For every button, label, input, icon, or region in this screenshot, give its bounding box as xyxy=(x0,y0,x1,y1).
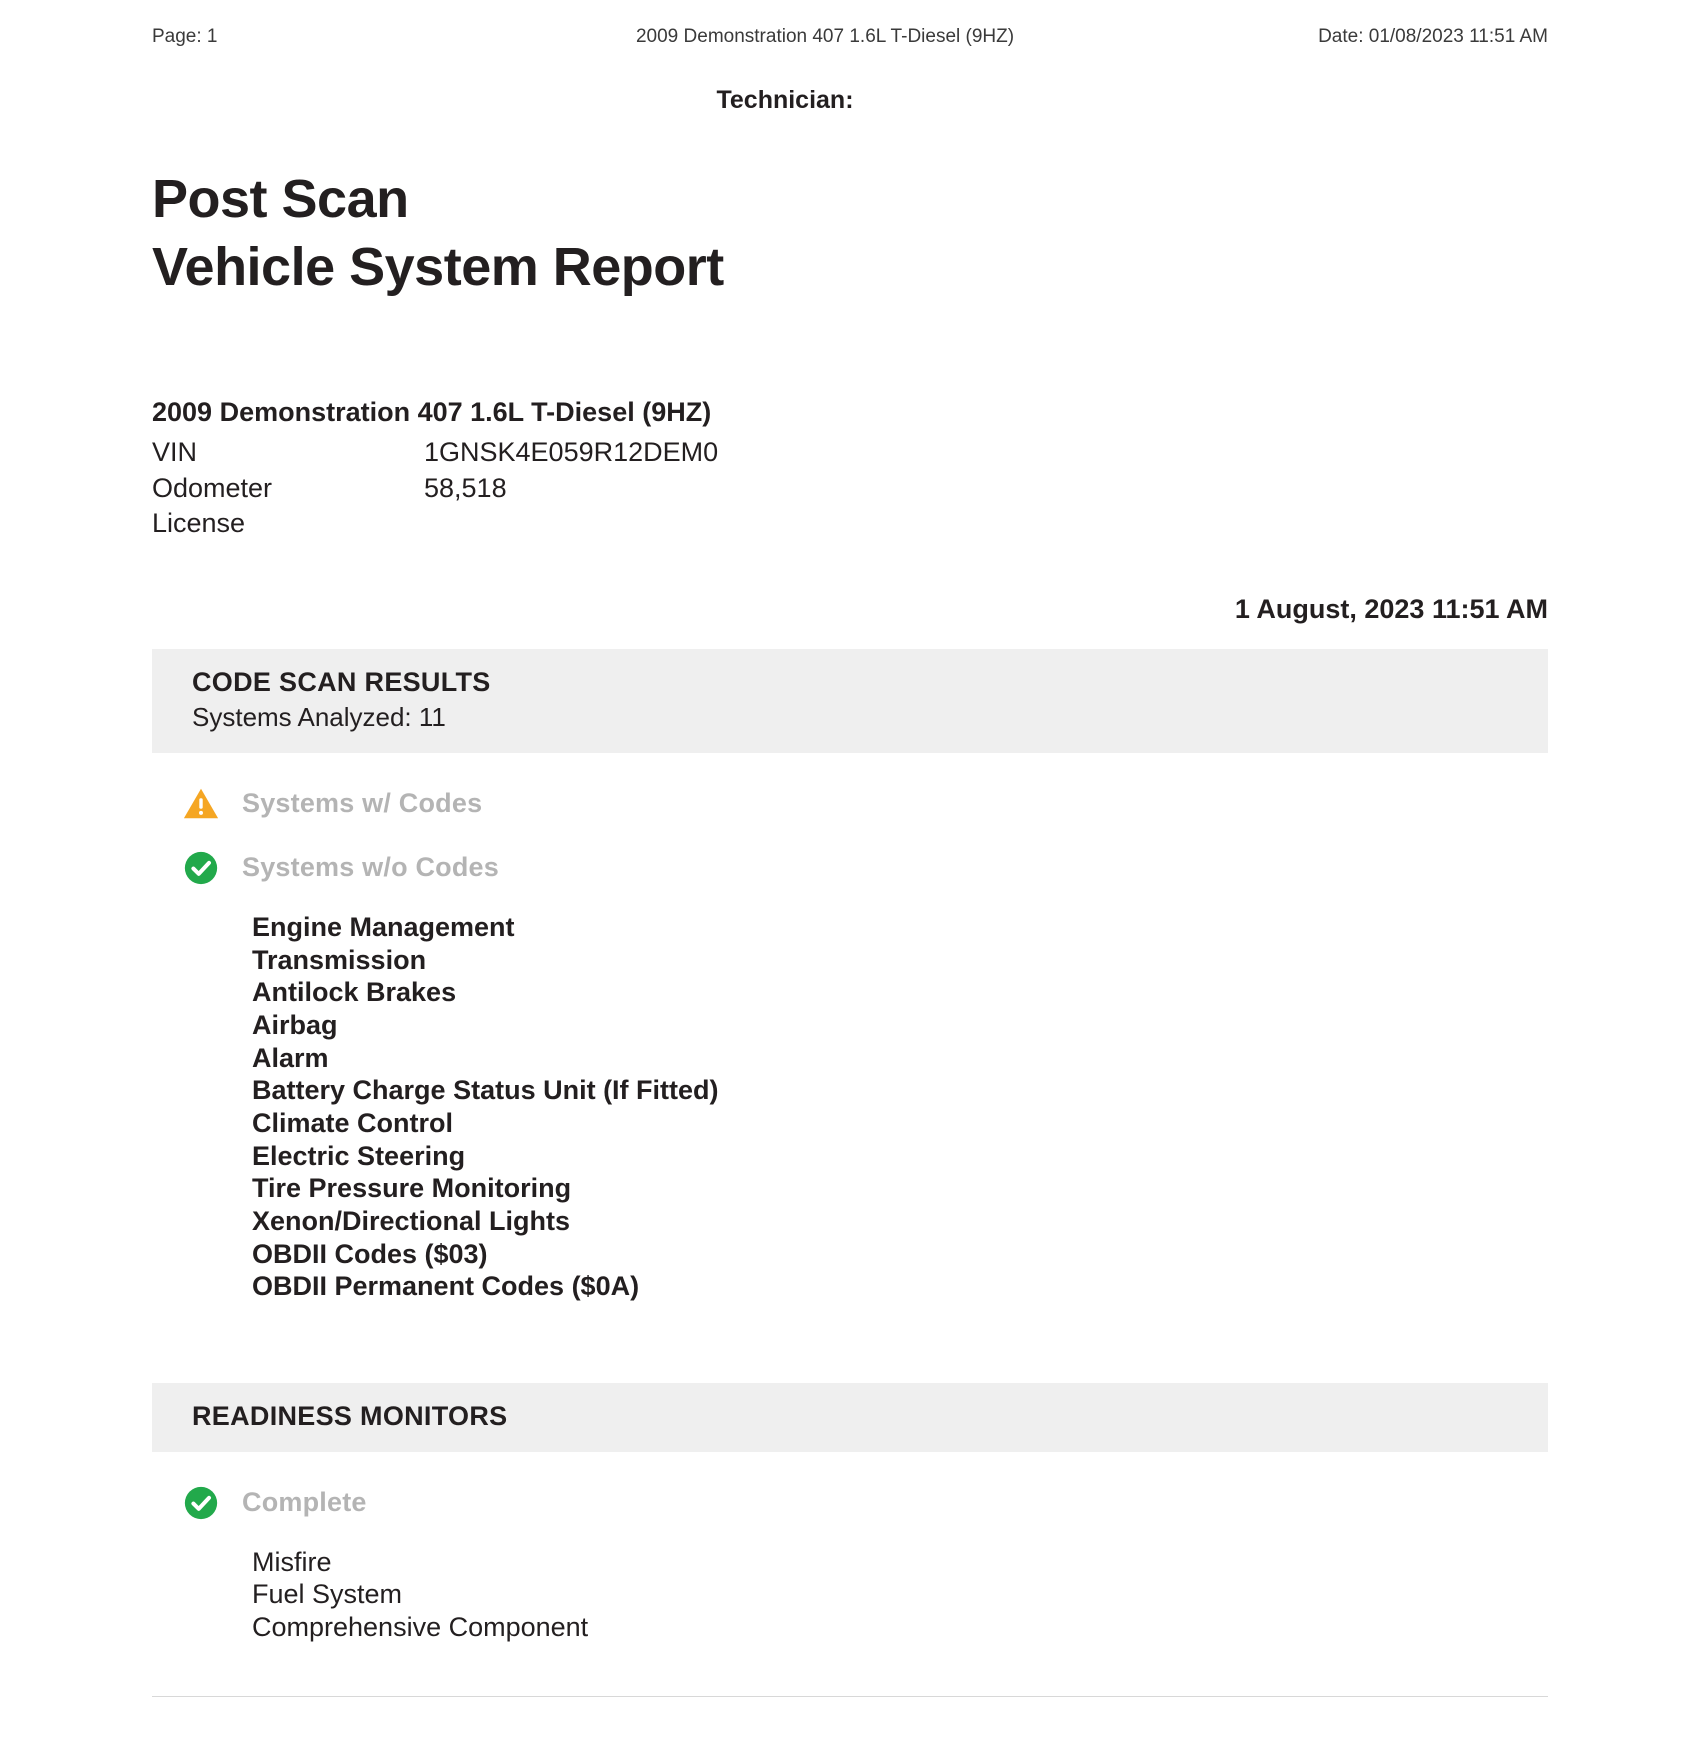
vehicle-info xyxy=(0,301,1700,542)
vehicle-name: 2009 Demonstration 407 1.6L T-Diesel (9HZ) xyxy=(152,397,712,428)
readiness-complete-group xyxy=(0,1484,1700,1644)
readiness-complete-header xyxy=(152,1484,1548,1522)
document-header xyxy=(0,0,1700,48)
license-label: License xyxy=(152,508,246,539)
code-scan-results-title: CODE SCAN RESULTS xyxy=(192,666,491,697)
technician-label: Technician: xyxy=(716,86,854,114)
header-vehicle-title: 2009 Demonstration 407 1.6L T-Diesel (9HZ) xyxy=(635,26,1015,47)
check-circle-icon xyxy=(182,1484,220,1522)
list-item: Electric Steering xyxy=(252,1140,466,1171)
systems-without-codes-list xyxy=(152,911,1548,1303)
scan-timestamp: 1 August, 2023 11:51 AM xyxy=(1234,593,1548,624)
systems-without-codes-group xyxy=(0,849,1700,1303)
vin-value: 1GNSK4E059R12DEM0 xyxy=(424,437,719,468)
list-item: Antilock Brakes xyxy=(252,977,457,1008)
report-title-line2: Vehicle System Report xyxy=(152,237,724,298)
odometer-value: 58,518 xyxy=(424,472,507,503)
license-value xyxy=(424,506,1548,542)
list-item: Tire Pressure Monitoring xyxy=(252,1173,572,1204)
report-title-line1: Post Scan xyxy=(152,169,409,229)
systems-without-codes-header xyxy=(152,849,1548,887)
list-item: Alarm xyxy=(252,1042,329,1073)
check-circle-icon xyxy=(182,849,220,887)
list-item: Airbag xyxy=(252,1009,338,1040)
systems-with-codes-group xyxy=(0,785,1700,823)
readiness-monitors-title: READINESS MONITORS xyxy=(192,1400,508,1431)
warning-triangle-icon xyxy=(182,785,220,823)
list-item: Xenon/Directional Lights xyxy=(252,1205,571,1236)
vehicle-row-license xyxy=(152,506,1548,542)
list-item: Engine Management xyxy=(252,911,515,942)
header-date: Date: 01/08/2023 11:51 AM xyxy=(1318,26,1548,47)
odometer-label: Odometer xyxy=(152,472,273,503)
list-item: Climate Control xyxy=(252,1107,454,1138)
code-scan-results-band xyxy=(152,649,1548,753)
report-title xyxy=(0,115,1700,301)
list-item: OBDII Codes ($03) xyxy=(252,1238,488,1269)
list-item: Transmission xyxy=(252,944,427,975)
vehicle-row-odometer xyxy=(152,471,1548,507)
readiness-complete-label: Complete xyxy=(242,1487,367,1518)
readiness-complete-list xyxy=(152,1546,1548,1644)
systems-without-codes-label: Systems w/o Codes xyxy=(242,852,499,883)
systems-analyzed-count: Systems Analyzed: 11 xyxy=(192,701,446,732)
vin-label: VIN xyxy=(152,437,198,468)
readiness-monitors-band xyxy=(152,1383,1548,1452)
list-item: Fuel System xyxy=(252,1579,403,1610)
page-number: Page: 1 xyxy=(152,26,218,47)
list-item: OBDII Permanent Codes ($0A) xyxy=(252,1271,640,1302)
vehicle-row-vin xyxy=(152,435,1548,471)
list-item: Battery Charge Status Unit (If Fitted) xyxy=(252,1075,719,1106)
systems-with-codes-label: Systems w/ Codes xyxy=(242,788,483,819)
page-divider xyxy=(152,1696,1548,1697)
systems-with-codes-header xyxy=(152,785,1548,823)
list-item: Comprehensive Component xyxy=(252,1612,589,1643)
list-item: Misfire xyxy=(252,1546,332,1577)
